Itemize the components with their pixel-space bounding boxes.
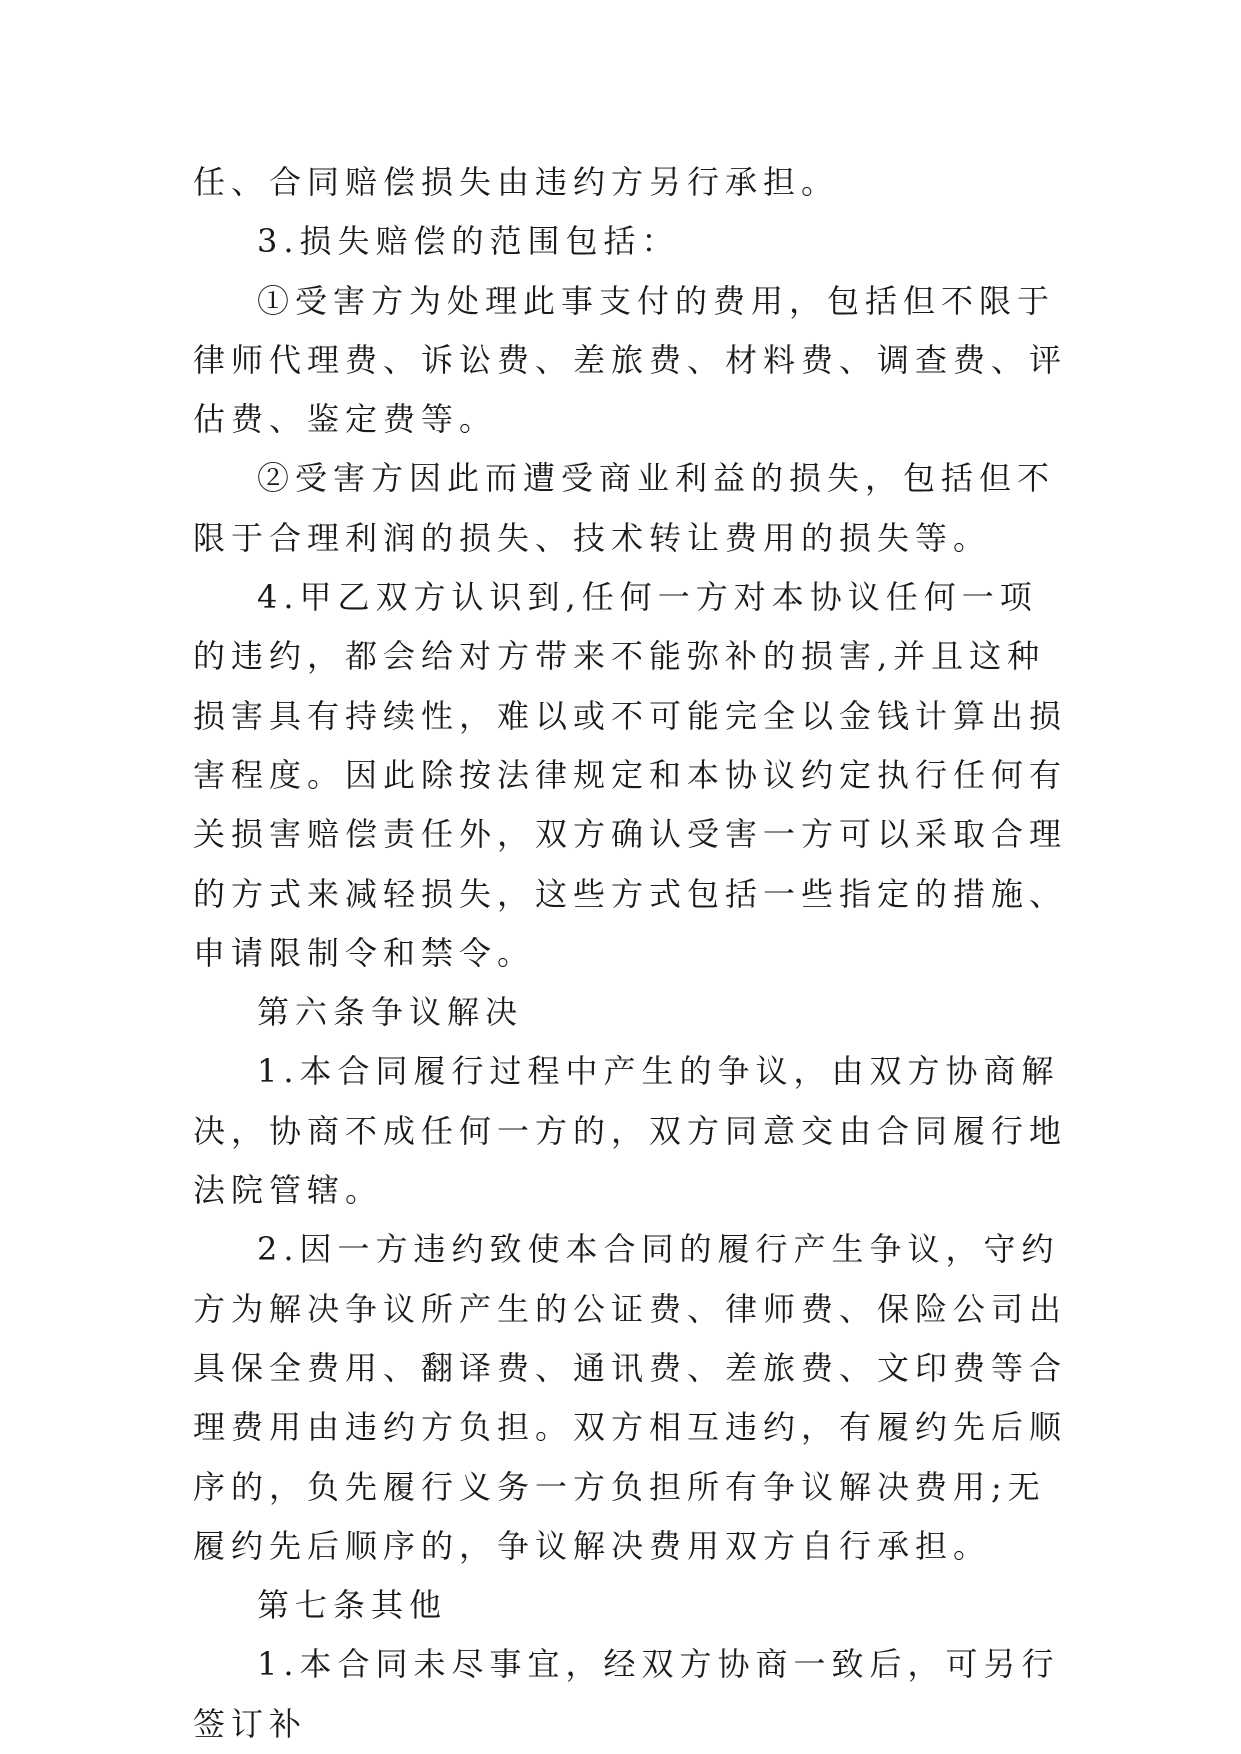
paragraph-dispute-clause-2: 2.因一方违约致使本合同的履行产生争议，守约方为解决争议所产生的公证费、律师费、保险公司出具保全费用、翻译费、通讯费、差旅费、文印费等合理费用由违约方负担。双方相互违约，有履约先后顺序的，负先履行义务一方负担所有争议解决费用;无履约先后顺序的，争议解决费用双方自行承担。 bbox=[193, 1230, 1068, 1565]
paragraph-damage-item-2: ②受害方因此而遭受商业利益的损失，包括但不限于合理利润的损失、技术转让费用的损失等。 bbox=[193, 459, 1056, 557]
section-heading-dispute-resolution: 第六条争议解决 bbox=[257, 993, 524, 1032]
paragraph-damage-item-1: ①受害方为处理此事支付的费用，包括但不限于律师代理费、诉讼费、差旅费、材料费、调查费、评估费、鉴定费等。 bbox=[193, 281, 1068, 439]
paragraph-damage-scope-heading: 3.损失赔偿的范围包括： bbox=[257, 222, 680, 261]
section-heading-other: 第七条其他 bbox=[257, 1586, 448, 1625]
document-body bbox=[193, 153, 1073, 1754]
paragraph-liability-continuation: 任、合同赔偿损失由违约方另行承担。 bbox=[193, 163, 840, 201]
paragraph-clause-4: 4.甲乙双方认识到,任何一方对本协议任何一项的违约，都会给对方带来不能弥补的损害,并且这种损害具有持续性，难以或不可能完全以金钱计算出损害程度。因此除按法律规定和本协议约定执行任何有关损害赔偿责任外，双方确认受害一方可以采取合理的方式来减轻损失，这些方式包括一些指定的措施、申请限制令和禁令。 bbox=[193, 578, 1068, 972]
paragraph-dispute-clause-1: 1.本合同履行过程中产生的争议，由双方协商解决，协商不成任何一方的，双方同意交由合同履行地法院管辖。 bbox=[193, 1052, 1068, 1210]
paragraph-other-clause-1: 1.本合同未尽事宜，经双方协商一致后，可另行签订补 bbox=[193, 1645, 1060, 1743]
